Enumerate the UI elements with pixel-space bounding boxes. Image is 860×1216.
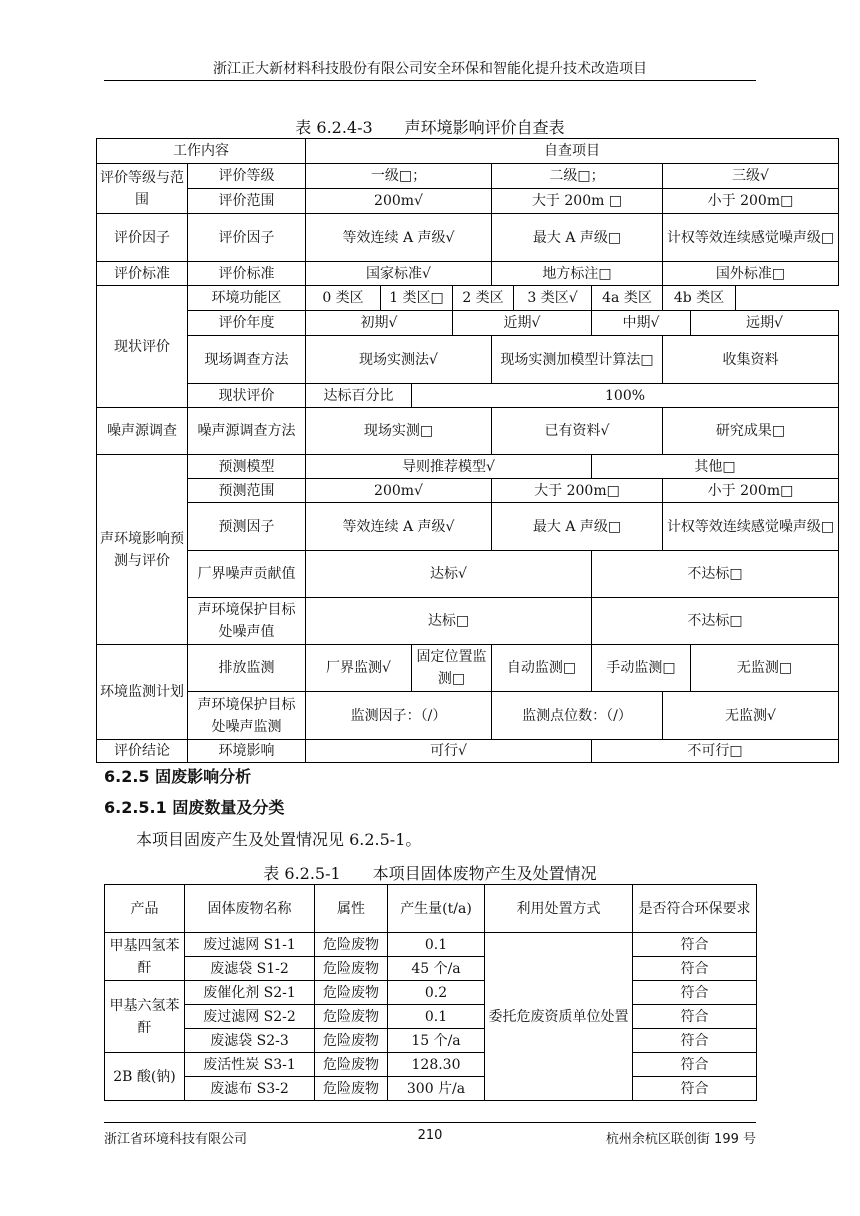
source-a: 现场实测□ xyxy=(306,408,492,455)
factor-a: 等效连续 A 声级√ xyxy=(306,214,492,262)
pfactor-sub: 预测因子 xyxy=(188,503,306,551)
target-sub: 声环境保护目标处噪声值 xyxy=(188,598,306,645)
disposal-method: 委托危废资质单位处置 xyxy=(485,933,633,1101)
emission-0: 厂界监测√ xyxy=(306,645,412,692)
col-attribute: 属性 xyxy=(315,885,388,933)
table2-caption: 表 6.2.5-1 本项目固体废物产生及处置情况 xyxy=(263,864,597,883)
factor-label: 评价因子 xyxy=(97,214,188,262)
page-header: 浙江正大新材料科技股份有限公司安全环保和智能化提升技术改造项目 xyxy=(213,61,647,77)
survey-a: 现场实测法√ xyxy=(306,336,492,384)
survey-sub: 现场调查方法 xyxy=(188,336,306,384)
waste-compliant: 符合 xyxy=(633,933,757,957)
source-sub: 噪声源调查方法 xyxy=(188,408,306,455)
mtarget-b: 监测点位数：（/） xyxy=(492,692,663,740)
year-far: 远期√ xyxy=(691,311,839,336)
body-paragraph: 本项目固废产生及处置情况见 6.2.5-1。 xyxy=(136,830,422,849)
zone-2: 2 类区 xyxy=(453,286,514,311)
source-c: 研究成果□ xyxy=(663,408,839,455)
range-a: 200m√ xyxy=(306,479,492,503)
level-b: 二级□； xyxy=(492,164,663,189)
emission-1: 固定位置监测□ xyxy=(412,645,492,692)
waste-attr: 危险废物 xyxy=(315,981,388,1005)
product-cell: 甲基四氢苯酐 xyxy=(105,933,185,981)
col-disposal: 利用处置方式 xyxy=(485,885,633,933)
noise-self-check-table xyxy=(96,138,839,763)
level-sub: 评价等级 xyxy=(188,164,306,189)
pfactor-a: 等效连续 A 声级√ xyxy=(306,503,492,551)
waste-name: 废滤布 S3-2 xyxy=(185,1077,315,1101)
section-heading: 6.2.5 固废影响分析 xyxy=(104,767,252,786)
source-b: 已有资料√ xyxy=(492,408,663,455)
col-waste-name: 固体废物名称 xyxy=(185,885,315,933)
year-sub: 评价年度 xyxy=(188,311,306,336)
solid-waste-table xyxy=(104,884,757,1101)
waste-name: 废活性炭 S3-1 xyxy=(185,1053,315,1077)
conclusion-b: 不可行□ xyxy=(592,740,839,763)
header-rule xyxy=(104,80,756,81)
mtarget-a: 监测因子：（/） xyxy=(306,692,492,740)
col-product: 产品 xyxy=(105,885,185,933)
waste-name: 废过滤网 S1-1 xyxy=(185,933,315,957)
target-a: 达标□ xyxy=(306,598,592,645)
footer-company: 浙江省环境科技有限公司 xyxy=(104,1132,248,1147)
source-label: 噪声源调查 xyxy=(97,408,188,455)
pfactor-c: 计权等效连续感觉噪声级□ xyxy=(663,503,839,551)
range-b: 大于 200m□ xyxy=(492,479,663,503)
waste-name: 废过滤网 S2-2 xyxy=(185,1005,315,1029)
zone-4a: 4a 类区 xyxy=(592,286,663,311)
waste-compliant: 符合 xyxy=(633,1005,757,1029)
prediction-label: 声环境影响预测与评价 xyxy=(97,455,188,645)
waste-compliant: 符合 xyxy=(633,1029,757,1053)
emission-3: 手动监测□ xyxy=(592,645,691,692)
target-b: 不达标□ xyxy=(592,598,839,645)
standard-c: 国外标准□ xyxy=(663,262,839,286)
zone-sub: 环境功能区 xyxy=(188,286,306,311)
eval-a: 达标百分比 xyxy=(306,384,412,408)
standard-sub: 评价标准 xyxy=(188,262,306,286)
conclusion-sub: 环境影响 xyxy=(188,740,306,763)
survey-b: 现场实测加模型计算法□ xyxy=(492,336,663,384)
boundary-b: 不达标□ xyxy=(592,551,839,598)
waste-compliant: 符合 xyxy=(633,957,757,981)
level-a: 一级□； xyxy=(306,164,492,189)
waste-amount: 45 个/a xyxy=(388,957,485,981)
boundary-sub: 厂界噪声贡献值 xyxy=(188,551,306,598)
conclusion-a: 可行√ xyxy=(306,740,592,763)
range-c: 小于 200m□ xyxy=(663,479,839,503)
monitoring-label: 环境监测计划 xyxy=(97,645,188,740)
col-compliant: 是否符合环保要求 xyxy=(633,885,757,933)
factor-b: 最大 A 声级□ xyxy=(492,214,663,262)
waste-amount: 300 片/a xyxy=(388,1077,485,1101)
product-cell: 甲基六氢苯酐 xyxy=(105,981,185,1053)
scope-c: 小于 200m□ xyxy=(663,189,839,214)
waste-attr: 危险废物 xyxy=(315,1077,388,1101)
subsection-heading: 6.2.5.1 固废数量及分类 xyxy=(104,798,285,817)
standard-b: 地方标注□ xyxy=(492,262,663,286)
year-near: 近期√ xyxy=(453,311,592,336)
waste-attr: 危险废物 xyxy=(315,1029,388,1053)
waste-amount: 0.1 xyxy=(388,933,485,957)
scope-a: 200m√ xyxy=(306,189,492,214)
zone-1: 1 类区□ xyxy=(381,286,453,311)
scope-b: 大于 200m □ xyxy=(492,189,663,214)
footer-address: 杭州余杭区联创街 199 号 xyxy=(605,1132,756,1147)
survey-c: 收集资料 xyxy=(663,336,839,384)
waste-attr: 危险废物 xyxy=(315,1005,388,1029)
eval-b: 100% xyxy=(412,384,839,408)
waste-name: 废催化剂 S2-1 xyxy=(185,981,315,1005)
head-work-content: 工作内容 xyxy=(97,139,306,164)
year-mid: 中期√ xyxy=(592,311,691,336)
model-a: 导则推荐模型√ xyxy=(306,455,592,479)
col-amount: 产生量(t/a) xyxy=(388,885,485,933)
range-sub: 预测范围 xyxy=(188,479,306,503)
year-early: 初期√ xyxy=(306,311,453,336)
emission-2: 自动监测□ xyxy=(492,645,592,692)
factor-sub: 评价因子 xyxy=(188,214,306,262)
emission-4: 无监测□ xyxy=(691,645,839,692)
head-check-items: 自查项目 xyxy=(306,139,839,164)
waste-compliant: 符合 xyxy=(633,1077,757,1101)
eval-sub: 现状评价 xyxy=(188,384,306,408)
standard-label: 评价标准 xyxy=(97,262,188,286)
waste-attr: 危险废物 xyxy=(315,1053,388,1077)
waste-amount: 128.30 xyxy=(388,1053,485,1077)
standard-a: 国家标准√ xyxy=(306,262,492,286)
waste-name: 废滤袋 S1-2 xyxy=(185,957,315,981)
boundary-a: 达标√ xyxy=(306,551,592,598)
mtarget-sub: 声环境保护目标处噪声监测 xyxy=(188,692,306,740)
emission-sub: 排放监测 xyxy=(188,645,306,692)
footer-rule xyxy=(104,1122,756,1123)
product-cell: 2B 酸(钠) xyxy=(105,1053,185,1101)
zone-0: 0 类区 xyxy=(306,286,381,311)
waste-amount: 15 个/a xyxy=(388,1029,485,1053)
table1-caption: 表 6.2.4-3 声环境影响评价自查表 xyxy=(295,118,565,137)
waste-amount: 0.1 xyxy=(388,1005,485,1029)
scope-sub: 评价范围 xyxy=(188,189,306,214)
mtarget-c: 无监测√ xyxy=(663,692,839,740)
factor-c: 计权等效连续感觉噪声级□ xyxy=(663,214,839,262)
level-c: 三级√ xyxy=(663,164,839,189)
level-scope-label: 评价等级与范围 xyxy=(97,164,188,214)
waste-amount: 0.2 xyxy=(388,981,485,1005)
pfactor-b: 最大 A 声级□ xyxy=(492,503,663,551)
waste-compliant: 符合 xyxy=(633,981,757,1005)
conclusion-label: 评价结论 xyxy=(97,740,188,763)
zone-3: 3 类区√ xyxy=(514,286,592,311)
waste-attr: 危险废物 xyxy=(315,933,388,957)
waste-compliant: 符合 xyxy=(633,1053,757,1077)
model-b: 其他□ xyxy=(592,455,839,479)
status-label: 现状评价 xyxy=(97,286,188,408)
waste-name: 废滤袋 S2-3 xyxy=(185,1029,315,1053)
waste-attr: 危险废物 xyxy=(315,957,388,981)
page-number: 210 xyxy=(417,1128,443,1143)
model-sub: 预测模型 xyxy=(188,455,306,479)
zone-4b: 4b 类区 xyxy=(663,286,736,311)
